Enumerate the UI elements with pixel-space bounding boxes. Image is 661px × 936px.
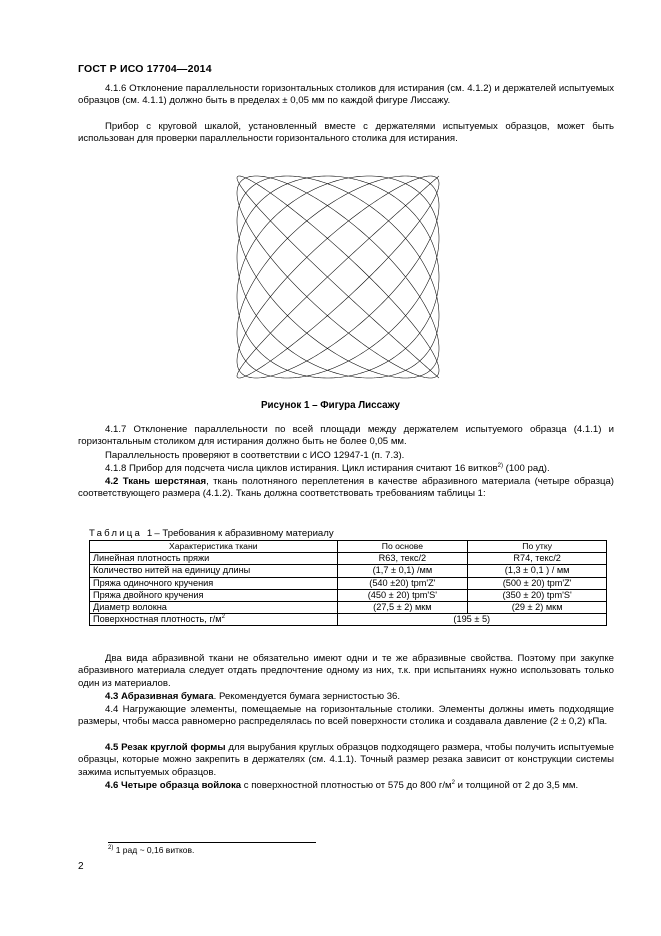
table-cell: (195 ± 5) (337, 614, 606, 626)
table-cell: Количество нитей на единицу длины (90, 565, 338, 577)
paragraph-4-1-6: 4.1.6 Отклонение параллельности горизонтальных столиков для истирания (см. 4.1.2) и держателей испытуемых образцов (см. 4.1.1) должно быть в пределах ± 0,05 мм по каждой фигуре Лиссажу. (78, 83, 614, 107)
document-header: ГОСТ Р ИСО 17704—2014 (78, 63, 212, 75)
table-caption (89, 528, 334, 539)
table-header-cell: По основе (337, 541, 468, 553)
table-row (90, 601, 607, 613)
paragraph-4-1-8-text: 4.1.8 Прибор для подсчета числа циклов истирания. Цикл истирания считают 16 витков (105, 463, 498, 474)
table-header-row (90, 541, 607, 553)
footnote-text: 1 рад ~ 0,16 витков. (113, 845, 195, 855)
footnote (108, 845, 194, 855)
paragraph-device: Прибор с круговой шкалой, установленный вместе с держателями испытуемых образцов, может быть использован для проверки параллельности горизонтального столика для истирания. (78, 121, 614, 145)
table-row (90, 553, 607, 565)
section-4-3-title: 4.3 Абразивная бумага (105, 691, 214, 702)
footnote-divider (108, 842, 316, 843)
paragraph-4-5 (78, 742, 614, 779)
table-cell (90, 614, 338, 626)
section-4-2-text: , ткань полотняного переплетения в качестве абразивного материала (четыре образца) соответствующего размера (4.1.2). Ткань должна соответствовать требованиям таблицы 1: (78, 476, 614, 500)
figure-caption: Рисунок 1 – Фигура Лиссажу (260, 400, 401, 411)
paragraph-4-1-8 (78, 463, 614, 475)
surface-density-label: Поверхностная плотность, г/м (93, 614, 222, 625)
unit-superscript: 2 (221, 614, 225, 621)
page-number: 2 (78, 861, 84, 872)
section-4-6-text: с поверхностной плотностью от 575 до 800 г/м (241, 780, 452, 791)
table-header-cell: Характеристика ткани (90, 541, 338, 553)
unit-superscript: 2 (451, 779, 455, 786)
table-header-cell: По утку (468, 541, 607, 553)
table-cell: Линейная плотность пряжи (90, 553, 338, 565)
paragraph-parallel-check: Параллельность проверяют в соответствии с ИСО 12947-1 (п. 7.3). (105, 450, 405, 461)
footnote-mark: 2) (108, 845, 114, 852)
table-row (90, 589, 607, 601)
table-cell: (27,5 ± 2) мкм (337, 601, 468, 613)
table-cell: (350 ± 20) tpm'S' (468, 589, 607, 601)
table-cell: (450 ± 20) tpm'S' (337, 589, 468, 601)
table-row (90, 577, 607, 589)
table-row (90, 614, 607, 626)
section-4-3-text: . Рекомендуется бумага зернистостью 36. (213, 691, 401, 702)
table-cell: (1,7 ± 0,1) /мм (337, 565, 468, 577)
paragraph-4-2 (78, 476, 614, 501)
table-cell: Диаметр волокна (90, 601, 338, 613)
table-cell: R63, текс/2 (337, 553, 468, 565)
table-cell: Пряжа одиночного кручения (90, 577, 338, 589)
table-cell: (29 ± 2) мкм (468, 601, 607, 613)
section-4-5-text: для вырубания круглых образцов подходящего размера, чтобы получить испытуемые образцы, которые можно закрепить в держателях (см. 4.1.1). Точный размер резака зависит от конструкции системы зажима испытуемых образцов. (78, 742, 614, 778)
section-4-2-title: 4.2 Ткань шерстяная (105, 476, 207, 487)
table-cell: (500 ± 20) tpm'Z' (468, 577, 607, 589)
table-cell: (540 ±20) tpm'Z' (337, 577, 468, 589)
table-row (90, 565, 607, 577)
paragraph-4-4: 4.4 Нагружающие элементы, помещаемые на горизонтальные столики. Элементы должны иметь подходящие размеры, чтобы масса равномерно распределялась по всей поверхности столика и создавала давление (2 ± 0,2) кПа. (78, 704, 614, 728)
paragraph-4-6 (78, 780, 614, 792)
table-cell: R74, текс/2 (468, 553, 607, 565)
paragraph-4-3 (78, 691, 614, 703)
paragraph-4-1-8-tail: (100 рад). (502, 463, 550, 474)
lissajous-curve (237, 176, 439, 378)
section-4-5-title: 4.5 Резак круглой формы (105, 742, 226, 753)
section-4-6-tail: и толщиной от 2 до 3,5 мм. (454, 780, 579, 791)
paragraph-two-kinds: Два вида абразивной ткани не обязательно имеют одни и те же абразивные свойства. Поэтому при закупке абразивного материала следует отдать предпочтение одному из них, т.к. при испытаниях нужно использовать только один из материалов. (78, 653, 614, 689)
paragraph-4-1-7: 4.1.7 Отклонение параллельности по всей площади между держателем испытуемого образца (4.1.1) и горизонтальным столиком для истирания должно быть не более 0,05 мм. (78, 424, 614, 448)
table-cell: Пряжа двойного кручения (90, 589, 338, 601)
abrasive-requirements-table (89, 540, 607, 626)
lissajous-figure (233, 172, 443, 382)
table-caption-title: – Требования к абразивному материалу (154, 528, 334, 539)
table-caption-label: Таблица 1 (89, 528, 155, 539)
section-4-6-title: 4.6 Четыре образца войлока (105, 780, 242, 791)
table-cell: (1,3 ± 0,1 ) / мм (468, 565, 607, 577)
footnote-ref: 2) (497, 462, 503, 469)
